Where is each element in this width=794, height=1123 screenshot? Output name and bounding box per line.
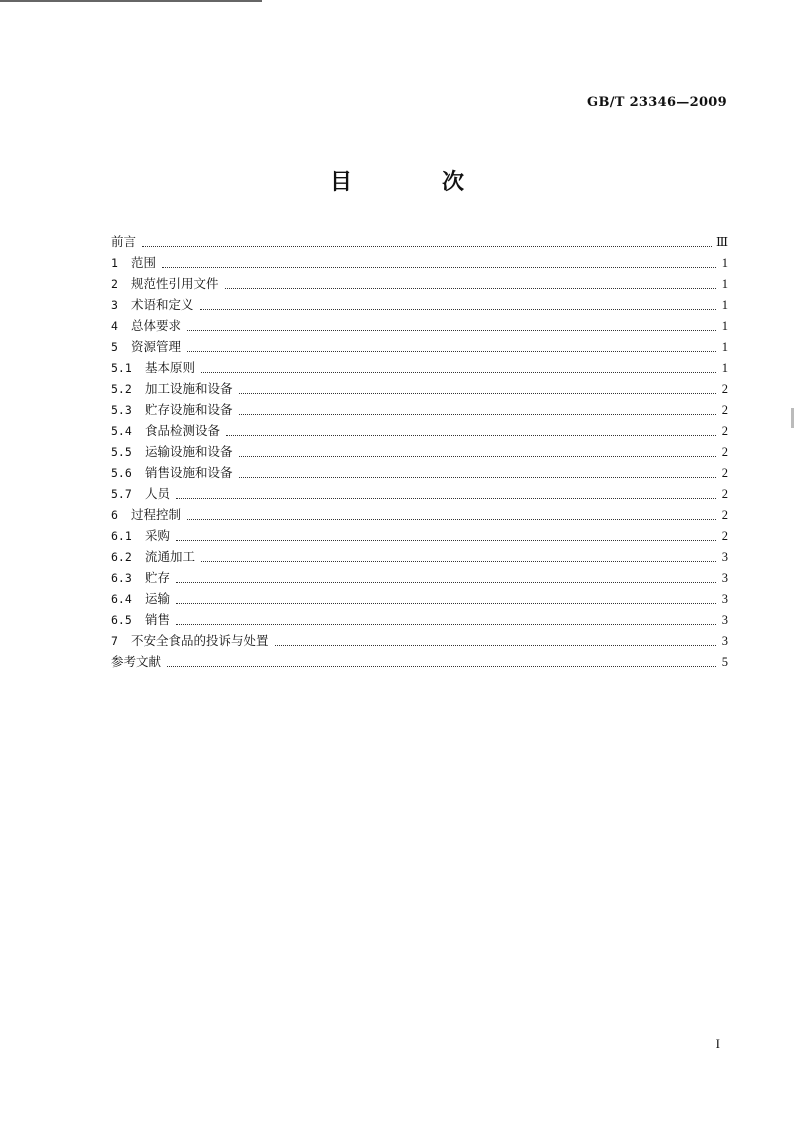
- toc-entry-label: 规范性引用文件: [131, 276, 219, 291]
- toc-entry-number: 6.1: [111, 529, 132, 543]
- toc-entry-label: 加工设施和设备: [145, 381, 233, 396]
- toc-dot-leader: [162, 267, 716, 268]
- toc-entry-page: 2: [721, 487, 728, 501]
- toc-entry-number: 6.4: [111, 592, 132, 606]
- toc-entry[interactable]: [111, 399, 728, 420]
- toc-entry-page: 3: [721, 550, 728, 564]
- toc-dot-leader: [275, 645, 716, 646]
- toc-dot-leader: [187, 330, 716, 331]
- toc-entry-page: 2: [721, 424, 728, 438]
- toc-entry[interactable]: [111, 546, 728, 567]
- toc-entry-label: 参考文献: [111, 654, 162, 669]
- toc-entry-label: 范围: [131, 255, 157, 270]
- toc-entry-page: 1: [721, 319, 728, 333]
- toc-entry-page: 2: [721, 529, 728, 543]
- toc-dot-leader: [201, 372, 716, 373]
- toc-dot-leader: [239, 456, 716, 457]
- toc-entry[interactable]: [111, 462, 728, 483]
- toc-dot-leader: [239, 414, 716, 415]
- toc-entry[interactable]: [111, 567, 728, 588]
- toc-entry-number: 3: [111, 298, 118, 312]
- toc-entry-number: 4: [111, 319, 118, 333]
- toc-entry-label: 贮存设施和设备: [145, 402, 233, 417]
- toc-dot-leader: [176, 540, 716, 541]
- toc-entry-page: 3: [721, 592, 728, 606]
- toc-entry-label: 不安全食品的投诉与处置: [131, 633, 269, 648]
- toc-dot-leader: [176, 582, 716, 583]
- toc-entry-number: 6.2: [111, 550, 132, 564]
- toc-entry[interactable]: [111, 336, 728, 357]
- toc-entry[interactable]: [111, 651, 728, 672]
- toc-entry-label: 前言: [111, 234, 137, 249]
- toc-entry-number: 5.5: [111, 445, 132, 459]
- toc-entry-label: 总体要求: [131, 318, 182, 333]
- toc-entry-label: 过程控制: [131, 507, 182, 522]
- toc-entry[interactable]: [111, 357, 728, 378]
- standard-number: GB/T 23346—2009: [587, 95, 727, 110]
- toc-entry-label: 运输设施和设备: [145, 444, 233, 459]
- toc-dot-leader: [239, 477, 716, 478]
- toc-dot-leader: [225, 288, 716, 289]
- toc-entry-page: 1: [721, 361, 728, 375]
- toc-entry-number: 5: [111, 340, 118, 354]
- toc-entry[interactable]: [111, 441, 728, 462]
- top-scan-rule: [0, 0, 262, 2]
- toc-entry-page: 2: [721, 508, 728, 522]
- toc-entry[interactable]: [111, 483, 728, 504]
- toc-dot-leader: [226, 435, 716, 436]
- toc-entry-page: 1: [721, 277, 728, 291]
- toc-entry-label: 流通加工: [145, 549, 196, 564]
- toc-entry-page: 3: [721, 634, 728, 648]
- toc-dot-leader: [187, 519, 716, 520]
- toc-entry-label: 销售: [145, 612, 171, 627]
- toc-dot-leader: [142, 246, 712, 247]
- toc-entry-label: 运输: [145, 591, 171, 606]
- toc-entry-number: 5.1: [111, 361, 132, 375]
- toc-entry[interactable]: [111, 273, 728, 294]
- toc-entry-page: Ⅲ: [715, 235, 728, 249]
- toc-entry[interactable]: [111, 420, 728, 441]
- toc-entry[interactable]: [111, 609, 728, 630]
- toc-entry[interactable]: [111, 630, 728, 651]
- toc-entry-number: 5.6: [111, 466, 132, 480]
- toc-entry-label: 人员: [145, 486, 171, 501]
- toc-entry-number: 6.3: [111, 571, 132, 585]
- toc-entry-page: 3: [721, 613, 728, 627]
- toc-entry-label: 资源管理: [131, 339, 182, 354]
- toc-entry[interactable]: [111, 294, 728, 315]
- toc-entry-number: 5.7: [111, 487, 132, 501]
- toc-entry-page: 1: [721, 256, 728, 270]
- toc-entry-page: 1: [721, 340, 728, 354]
- toc-entry-number: 5.2: [111, 382, 132, 396]
- toc-dot-leader: [176, 624, 716, 625]
- toc-entry[interactable]: [111, 252, 728, 273]
- toc-entry-page: 3: [721, 571, 728, 585]
- toc-entry[interactable]: [111, 588, 728, 609]
- toc-dot-leader: [176, 498, 716, 499]
- toc-entry-page: 5: [721, 655, 728, 669]
- toc-dot-leader: [176, 603, 716, 604]
- toc-entry-label: 食品检测设备: [145, 423, 221, 438]
- toc-entry-label: 销售设施和设备: [145, 465, 233, 480]
- table-of-contents: [111, 231, 728, 672]
- toc-entry-label: 采购: [145, 528, 171, 543]
- toc-entry-page: 2: [721, 382, 728, 396]
- toc-entry-number: 2: [111, 277, 118, 291]
- toc-entry-number: 6.5: [111, 613, 132, 627]
- toc-entry-number: 7: [111, 634, 118, 648]
- page-number: I: [715, 1036, 720, 1051]
- toc-entry-number: 1: [111, 256, 118, 270]
- toc-entry-label: 贮存: [145, 570, 171, 585]
- toc-entry[interactable]: [111, 525, 728, 546]
- toc-dot-leader: [239, 393, 716, 394]
- toc-entry-page: 2: [721, 403, 728, 417]
- toc-entry-label: 术语和定义: [131, 297, 194, 312]
- toc-entry-number: 6: [111, 508, 118, 522]
- toc-entry-number: 5.4: [111, 424, 132, 438]
- toc-entry-page: 1: [721, 298, 728, 312]
- toc-entry[interactable]: [111, 231, 728, 252]
- toc-entry[interactable]: [111, 315, 728, 336]
- toc-dot-leader: [200, 309, 716, 310]
- toc-entry[interactable]: [111, 378, 728, 399]
- page-title: 目 次: [329, 169, 498, 195]
- toc-entry[interactable]: [111, 504, 728, 525]
- toc-entry-number: 5.3: [111, 403, 132, 417]
- toc-entry-page: 2: [721, 466, 728, 480]
- toc-entry-page: 2: [721, 445, 728, 459]
- toc-dot-leader: [187, 351, 716, 352]
- toc-entry-label: 基本原则: [145, 360, 196, 375]
- toc-dot-leader: [201, 561, 716, 562]
- toc-dot-leader: [167, 666, 716, 667]
